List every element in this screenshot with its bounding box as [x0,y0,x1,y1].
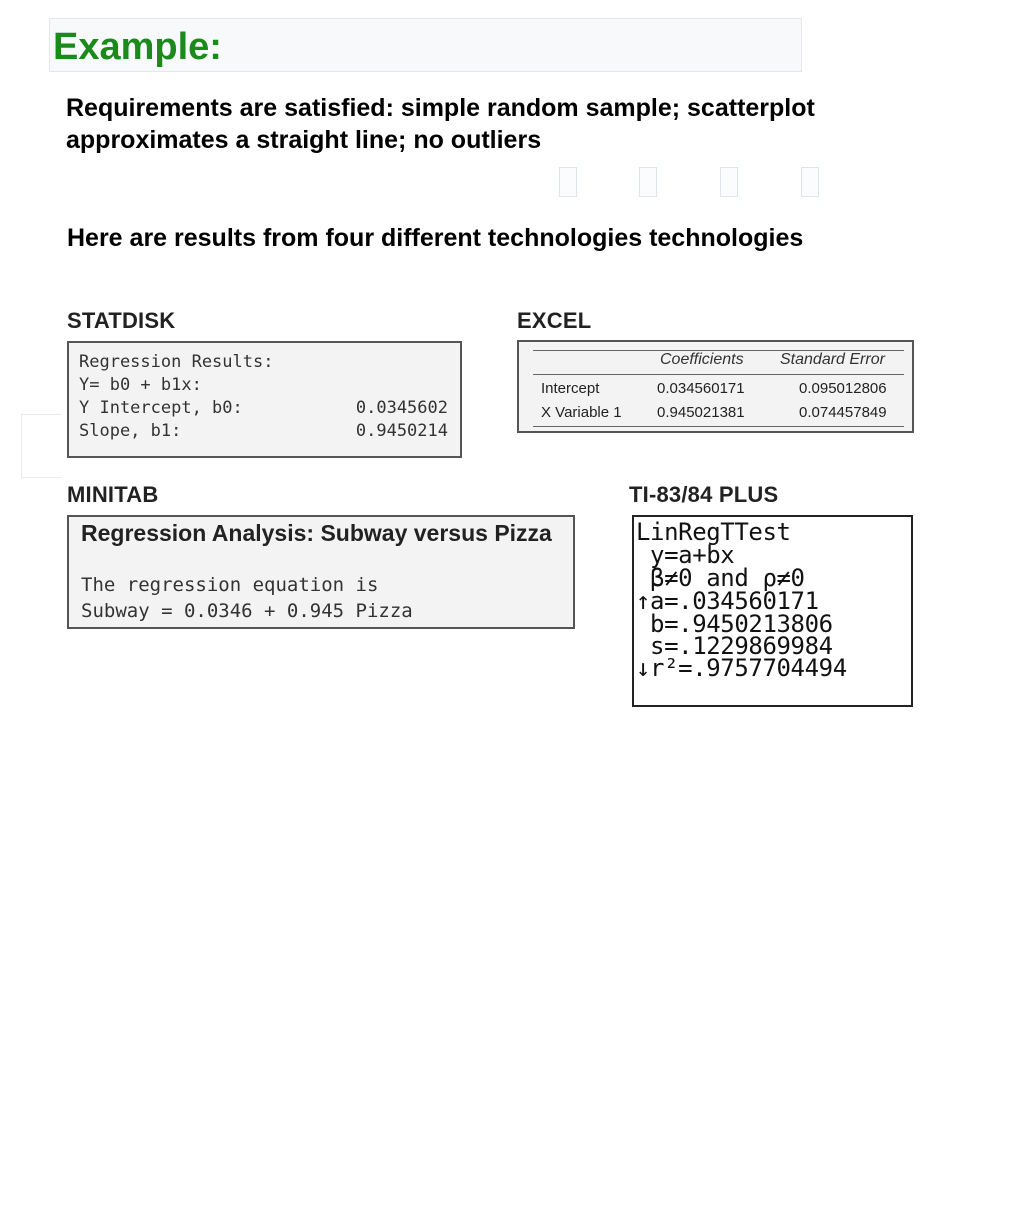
minitab-heading: Regression Analysis: Subway versus Pizza [81,520,552,546]
excel-row-coef: 0.945021381 [657,404,745,421]
placeholder-box [21,414,61,478]
title-box [49,18,802,72]
minitab-label: MINITAB [67,482,159,507]
ti-line: s=.1229869984 [636,632,833,660]
excel-row-se: 0.074457849 [799,404,887,421]
excel-rule [533,374,904,375]
statdisk-line: Y= b0 + b1x: [79,375,202,395]
placeholder-box [559,167,577,197]
minitab-line: The regression equation is [81,574,379,596]
placeholder-box [639,167,657,197]
statdisk-slope-value: 0.9450214 [355,421,448,441]
excel-header-stderr: Standard Error [780,351,885,368]
statdisk-line: Y Intercept, b0: [79,398,243,418]
page-title: Example: [53,26,222,68]
ti-line: LinRegTTest [636,518,791,546]
excel-row-name: X Variable 1 [541,404,622,421]
statdisk-line: Slope, b1: [79,421,182,441]
requirements-text: Requirements are satisfied: simple random sample; scatterplot approximates a straight line; no outliers [66,94,815,154]
excel-label: EXCEL [517,308,592,333]
placeholder-box [801,167,819,197]
statdisk-intercept-value: 0.0345602 [355,398,448,418]
excel-row-coef: 0.034560171 [657,380,745,397]
statdisk-line: Regression Results: [79,352,274,372]
excel-rule [533,426,904,427]
excel-row-name: Intercept [541,380,600,397]
intro-text: Here are results from four different technologies technologies [67,224,804,252]
statdisk-panel [67,341,462,458]
excel-panel [517,340,914,433]
ti-line: ↓r²=.9757704494 [636,654,847,682]
ti-screen [632,515,913,707]
ti-line: y=a+bx [636,541,735,569]
excel-row-se: 0.095012806 [799,380,887,397]
ti-line: ↑a=.034560171 [636,587,819,615]
minitab-line: Subway = 0.0346 + 0.945 Pizza [81,600,413,622]
ti-label: TI-83/84 PLUS [629,482,779,507]
ti-line: b=.9450213806 [636,610,833,638]
ti-line: β≠0 and ρ≠0 [636,564,805,592]
statdisk-label: STATDISK [67,308,176,333]
placeholder-box [720,167,738,197]
excel-header-coefficients: Coefficients [660,351,744,368]
minitab-panel [67,515,575,629]
